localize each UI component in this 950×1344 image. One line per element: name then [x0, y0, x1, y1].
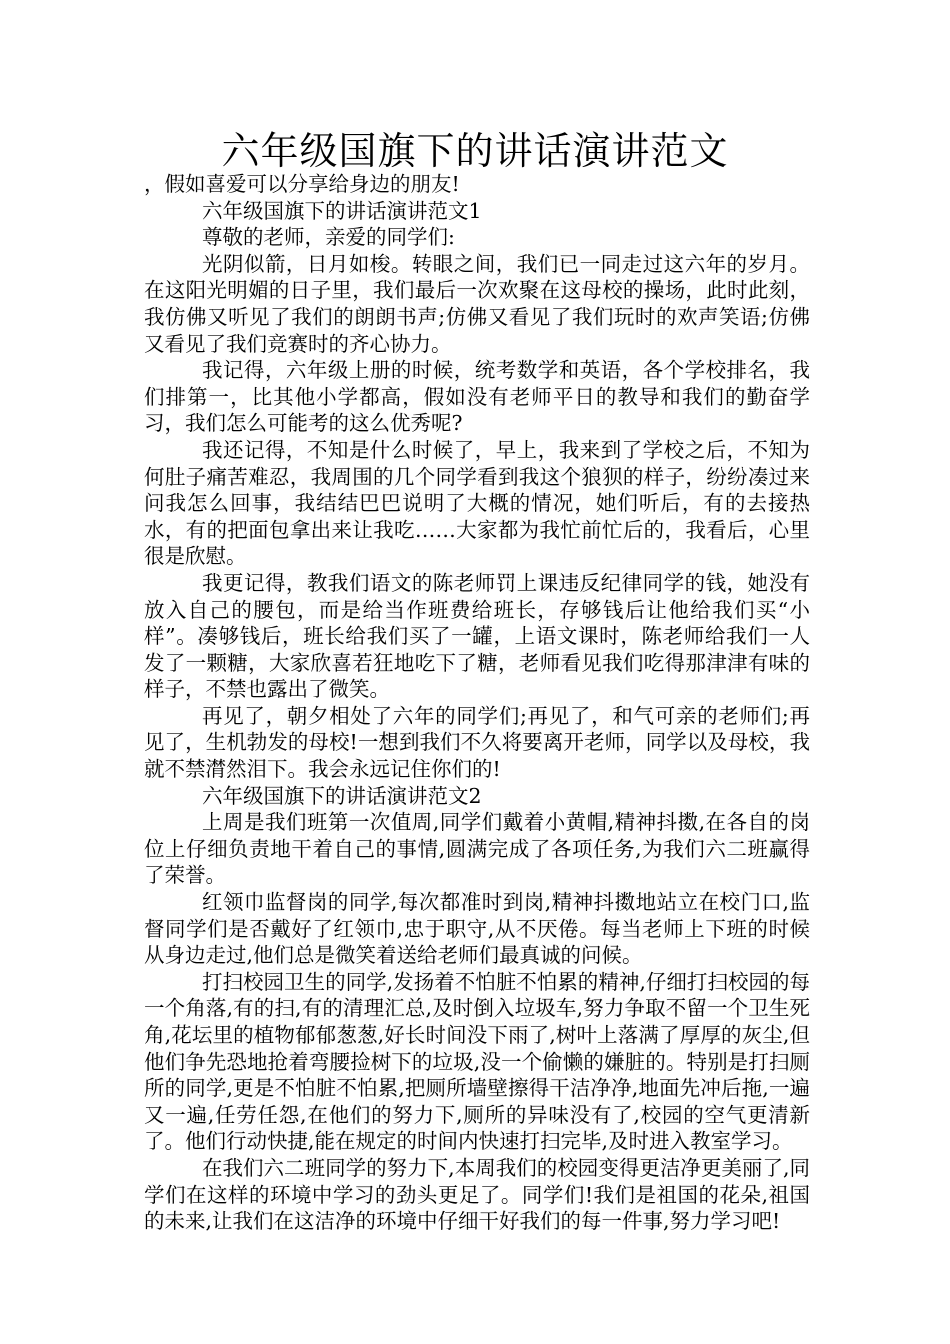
paragraph: 上周是我们班第一次值周,同学们戴着小黄帽,精神抖擞,在各自的岗位上仔细负责地干着自己的事情,圆满完成了各项任务,为我们六二班赢得了荣誉。 — [144, 810, 810, 888]
paragraph: 打扫校园卫生的同学,发扬着不怕脏不怕累的精神,仔细打扫校园的每一个角落,有的扫,有的清理汇总,及时倒入垃圾车,努力争取不留一个卫生死角,花坛里的植物郁郁葱葱,好长时间没下雨了,树叶上落满了厚厚的灰尘,但他们争先恐地抢着弯腰捡树下的垃圾,没一个偷懒的嫌脏的。特别是打扫厕所的同学,更是不怕脏不怕累,把厕所墙壁擦得干洁净净,地面先冲后拖,一遍又一遍,任劳任怨,在他们的努力下,厕所的异味没有了,校园的空气更清新了。他们行动快捷,能在规定的时间内快速打扫完毕,及时进入教室学习。 — [144, 969, 810, 1154]
paragraph: 我记得，六年级上册的时候，统考数学和英语，各个学校排名，我们排第一，比其他小学都高，假如没有老师平日的教导和我们的勤奋学习，我们怎么可能考的这么优秀呢? — [144, 358, 810, 436]
salutation: 尊敬的老师，亲爱的同学们: — [202, 225, 455, 250]
paragraph: 光阴似箭，日月如梭。转眼之间，我们已一同走过这六年的岁月。在这阳光明媚的日子里，我们最后一次欢聚在这母校的操场，此时此刻，我仿佛又听见了我们的朗朗书声;仿佛又看见了我们玩时的欢声笑语;仿佛又看见了我们竞赛时的齐心协力。 — [144, 251, 810, 356]
intro-line: ，假如喜爱可以分享给身边的朋友! — [144, 172, 460, 196]
paragraph: 红领巾监督岗的同学,每次都准时到岗,精神抖擞地站立在校门口,监督同学们是否戴好了红领巾,忠于职守,从不厌倦。每当老师上下班的时候从身边走过,他们总是微笑着送给老师们最真诚的问候。 — [144, 890, 810, 968]
paragraph: 再见了，朝夕相处了六年的同学们;再见了，和气可亲的老师们;再见了，生机勃发的母校!一想到我们不久将要离开老师，同学以及母校，我就不禁潸然泪下。我会永远记住你们的! — [144, 703, 810, 782]
document-title: 六年级国旗下的讲话演讲范文 — [221, 129, 729, 173]
document-body — [144, 171, 810, 1235]
paragraph: 在我们六二班同学的努力下,本周我们的校园变得更洁净更美丽了,同学们在这样的环境中学习的劲头更足了。同学们!我们是祖国的花朵,祖国的未来,让我们在这洁净的环境中仔细干好我们的每一件事,努力学习吧! — [144, 1155, 810, 1234]
section-heading-1: 六年级国旗下的讲话演讲范文1 — [202, 198, 482, 223]
section-heading-2: 六年级国旗下的讲话演讲范文2 — [202, 783, 482, 808]
paragraph: 我更记得，教我们语文的陈老师罚上课违反纪律同学的钱，她没有放入自己的腰包，而是给当作班费给班长，存够钱后让他给我们买“小样”。凑够钱后，班长给我们买了一罐，上语文课时，陈老师给我们一人发了一颗糖，大家欣喜若狂地吃下了糖，老师看见我们吃得那津津有味的样子，不禁也露出了微笑。 — [144, 570, 810, 702]
paragraph: 我还记得，不知是什么时候了，早上，我来到了学校之后，不知为何肚子痛苦难忍，我周围的几个同学看到我这个狼狈的样子，纷纷凑过来问我怎么回事，我结结巴巴说明了大概的情况，她们听后，有的去接热水，有的把面包拿出来让我吃……大家都为我忙前忙后的，我看后，心里很是欣慰。 — [144, 437, 810, 569]
